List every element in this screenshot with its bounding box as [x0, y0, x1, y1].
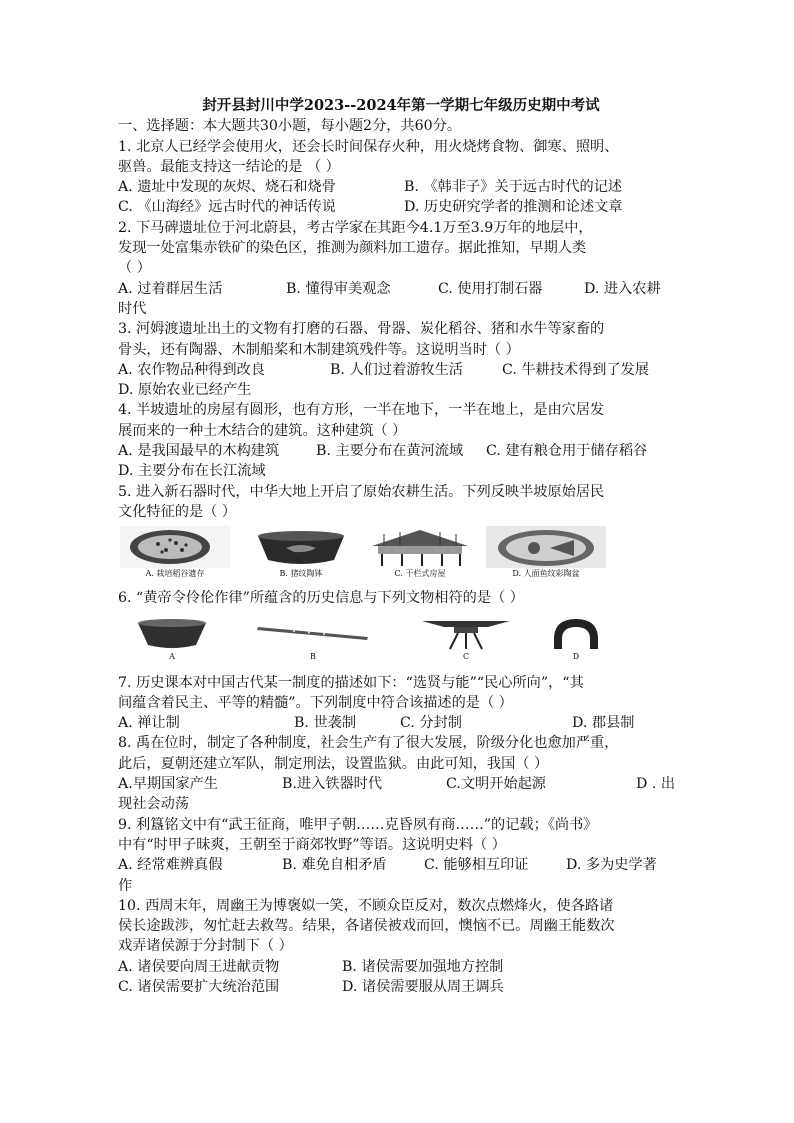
option-c: C. 能够相互印证 [424, 857, 529, 874]
option-b: B. 诸侯需要加强地方控制 [342, 958, 504, 975]
option-c: C. 使用打制石器 [438, 280, 543, 297]
figure-caption: B [310, 651, 316, 661]
question-stem: 文化特征的是（ ） [118, 503, 237, 520]
option-a: A. 经常难辨真假 [118, 857, 223, 874]
question-stem: 此后，夏朝还建立军队，制定刑法，设置监狱。由此可知，我国（ ） [118, 755, 549, 772]
q5-figure-a [120, 526, 230, 579]
figure-caption: D. 人面鱼纹彩陶盆 [512, 569, 580, 579]
q6-image-strip [118, 615, 684, 665]
option-b: B.进入铁器时代 [282, 776, 383, 793]
fish-face-basin-image [486, 526, 606, 568]
pottery-bowl-image [132, 615, 212, 651]
q5-figure-c [364, 526, 476, 579]
question-10 [118, 896, 684, 997]
figure-caption: C [462, 651, 470, 661]
question-stem: 侯长途跋涉，匆忙赶去救驾。结果，各诸侯被戏而回，懊恼不已。周幽王能数次 [118, 918, 615, 935]
option-b: B. 《韩非子》关于远古时代的记述 [404, 179, 623, 196]
bone-flute-image [254, 615, 372, 651]
question-stem: 2. 下马碑遗址位于河北蔚县，考古学家在其距今4.1万至3.9万年的地层中， [118, 219, 593, 236]
question-6 [118, 588, 684, 664]
figure-caption: D [572, 651, 580, 661]
q6-figure-c [418, 615, 514, 662]
exam-title: 封开县封川中学2023--2024年第一学期七年级历史期中考试 [202, 97, 600, 114]
figure-caption: B. 猪纹陶钵 [279, 569, 323, 579]
option-d: D. 多为史学著 [566, 857, 657, 874]
question-stem: 5. 进入新石器时代，中华大地上开启了原始农耕生活。下列反映半坡原始居民 [118, 483, 605, 500]
option-a: A. 禅让制 [118, 715, 180, 732]
section-heading: 一、选择题：本大题共30小题，每小题2分，共60分。 [118, 118, 462, 135]
option-d: D. 诸侯需要服从周王调兵 [342, 978, 504, 995]
option-d: D . 出 [636, 776, 676, 793]
q5-figure-b [246, 526, 356, 579]
figure-caption: A [169, 651, 175, 661]
option-c: C. 分封制 [400, 715, 462, 732]
option-d-continued: 作 [118, 877, 133, 894]
q5-figure-d [486, 526, 606, 579]
option-a: A. 过着群居生活 [118, 280, 223, 297]
question-stem: 驱兽。最能支持这一结论的是 （ ） [118, 158, 340, 175]
option-b: B. 难免自相矛盾 [282, 857, 387, 874]
q6-figure-b [254, 615, 372, 662]
question-stem: 1. 北京人已经学会使用火，还会长时间保存火种，用火烧烤食物、御寒、照明、 [118, 138, 619, 155]
q6-figure-a [132, 615, 212, 662]
question-stem: 10. 西周末年，周幽王为博褒姒一笑，不顾众臣反对，数次点燃烽火，使各路诸 [118, 897, 614, 914]
question-4 [118, 400, 684, 481]
question-stem: 展而来的一种土木结合的建筑。这种建筑（ ） [118, 422, 407, 439]
option-d-continued: 时代 [118, 300, 147, 317]
question-stem: 间蕴含着民主、平等的精髓”。下列制度中符合该描述的是（ ） [118, 694, 513, 711]
option-a: A.早期国家产生 [118, 776, 218, 793]
option-c: C. 牛耕技术得到了发展 [502, 361, 650, 378]
question-stem: 骨头，还有陶器、木制船桨和木制建筑残件等。这说明当时（ ） [118, 341, 520, 358]
rice-grain-remains-image [120, 526, 230, 568]
option-b: B. 主要分布在黄河流域 [316, 443, 464, 460]
question-stem: 7. 历史课本对中国古代某一制度的描述如下：“选贤与能”“民心所向”，“其 [118, 674, 584, 691]
bronze-ding-image [550, 615, 602, 651]
exam-page [118, 96, 684, 997]
pig-pattern-bowl-image [246, 526, 356, 568]
question-stem: 中有“时甲子昧爽，王朝至于商郊牧野”等语。这说明史料（ ） [118, 836, 506, 853]
option-d: D. 郡县制 [572, 715, 635, 732]
q6-figure-d [550, 615, 602, 662]
option-d: D. 进入农耕 [584, 280, 661, 297]
question-1 [118, 137, 684, 218]
q5-image-strip [118, 526, 684, 582]
question-9 [118, 815, 684, 896]
option-b: B. 人们过着游牧生活 [330, 361, 463, 378]
option-a: A. 农作物品种得到改良 [118, 361, 265, 378]
question-stem: 戏弄诸侯源于分封制下（ ） [118, 938, 293, 955]
question-stem: 9. 利簋铭文中有“武王征商，唯甲子朝……克昏夙有商……”的记载；《尚书》 [118, 816, 598, 833]
option-c: C. 诸侯需要扩大统治范围 [118, 978, 280, 995]
question-stem: 8. 禹在位时，制定了各种制度，社会生产有了很大发展，阶级分化也愈加严重， [118, 735, 619, 752]
option-d-continued: 现社会动荡 [118, 796, 189, 813]
question-stem: 6. “黄帝令伶伦作律”所蕴含的历史信息与下列文物相符的是（ ） [118, 590, 524, 607]
question-stem: 3. 河姆渡遗址出土的文物有打磨的石器、骨器、炭化稻谷、猪和水牛等家畜的 [118, 321, 605, 338]
figure-caption: C. 干栏式房屋 [394, 569, 446, 579]
question-3 [118, 319, 684, 400]
question-2 [118, 218, 684, 319]
stilt-house-image [364, 526, 476, 568]
question-8 [118, 733, 684, 814]
option-c: C.文明开始起源 [446, 776, 546, 793]
question-stem: 发现一处富集赤铁矿的染色区，推测为颜料加工遗存。据此推知，早期人类 [118, 240, 587, 257]
question-5 [118, 482, 684, 583]
figure-caption: A. 栽培稻谷遗存 [145, 569, 205, 579]
option-b: B. 懂得审美观念 [286, 280, 391, 297]
question-7 [118, 673, 684, 734]
bronze-jue-vessel-image [418, 615, 514, 651]
option-d: D. 原始农业已经产生 [118, 382, 252, 399]
question-stem: 4. 半坡遗址的房屋有圆形，也有方形，一半在地下，一半在地上，是由穴居发 [118, 402, 605, 419]
option-b: B. 世袭制 [294, 715, 357, 732]
option-c: C. 《山海经》远古时代的神话传说 [118, 199, 336, 216]
option-a: A. 诸侯要向周王进献贡物 [118, 958, 280, 975]
question-stem: （ ） [118, 260, 151, 277]
option-c: C. 建有粮仓用于储存稻谷 [486, 443, 648, 460]
option-d: D. 历史研究学者的推测和论述文章 [404, 199, 623, 216]
option-a: A. 是我国最早的木构建筑 [118, 443, 280, 460]
option-d: D. 主要分布在长江流域 [118, 463, 266, 480]
option-a: A. 遗址中发现的灰烬、烧石和烧骨 [118, 179, 336, 196]
